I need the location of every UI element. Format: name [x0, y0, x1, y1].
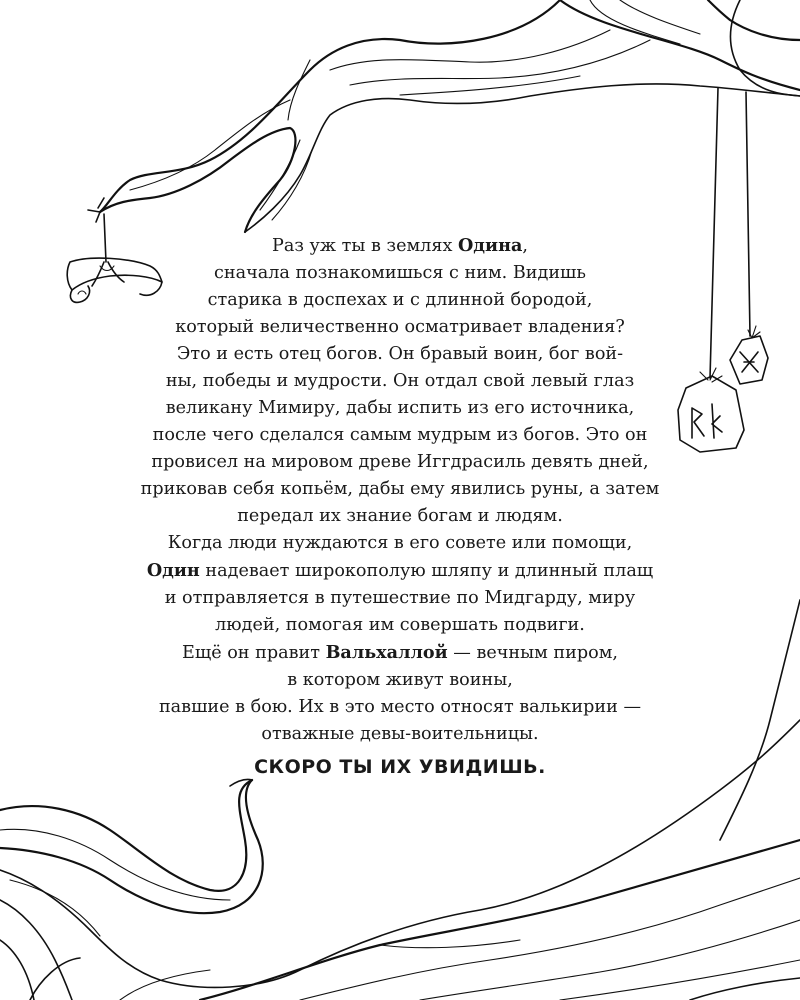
text-line: отважные девы-воительницы.	[261, 724, 539, 744]
text-line: старика в доспехах и с длинной бородой,	[207, 290, 593, 310]
text-line: Ещё он правит Вальхаллой — вечным пиром,	[182, 642, 618, 663]
text-line: великану Мимиру, дабы испить из его источника,	[165, 398, 635, 418]
text-line: после чего сделался самым мудрым из богов. Это он	[152, 425, 648, 445]
text-line: передал их знание богам и людям.	[237, 506, 563, 526]
text-line: и отправляется в путешествие по Мидгарду, миру	[164, 588, 636, 608]
text-line: Это и есть отец богов. Он бравый воин, бог вой-	[176, 344, 624, 364]
rune-stone-icon	[730, 326, 768, 384]
text-line: Раз уж ты в землях Одина,	[272, 235, 528, 256]
text-line: павшие в бою. Их в это место относят валькирии —	[158, 697, 642, 717]
text-line: который величественно осматривает владения?	[175, 317, 625, 337]
text-line: людей, помогая им совершать подвиги.	[215, 615, 585, 635]
text-line: сначала познакомишься с ним. Видишь	[214, 263, 586, 283]
text-line: Один надевает широкополую шляпу и длинный плащ	[146, 560, 654, 581]
text-line: в котором живут воины,	[287, 670, 513, 690]
text-line: ны, победы и мудрости. Он отдал свой левый глаз	[165, 371, 635, 391]
text-line: приковав себя копьём, дабы ему явились руны, а затем	[140, 479, 660, 499]
story-text	[90, 232, 710, 781]
closing-line: СКОРО ТЫ ИХ УВИДИШЬ.	[254, 756, 546, 778]
top-branch	[88, 0, 800, 232]
text-line: Когда люди нуждаются в его совете или помощи,	[167, 533, 633, 553]
text-line: провисел на мировом древе Иггдрасиль девять дней,	[151, 452, 649, 472]
